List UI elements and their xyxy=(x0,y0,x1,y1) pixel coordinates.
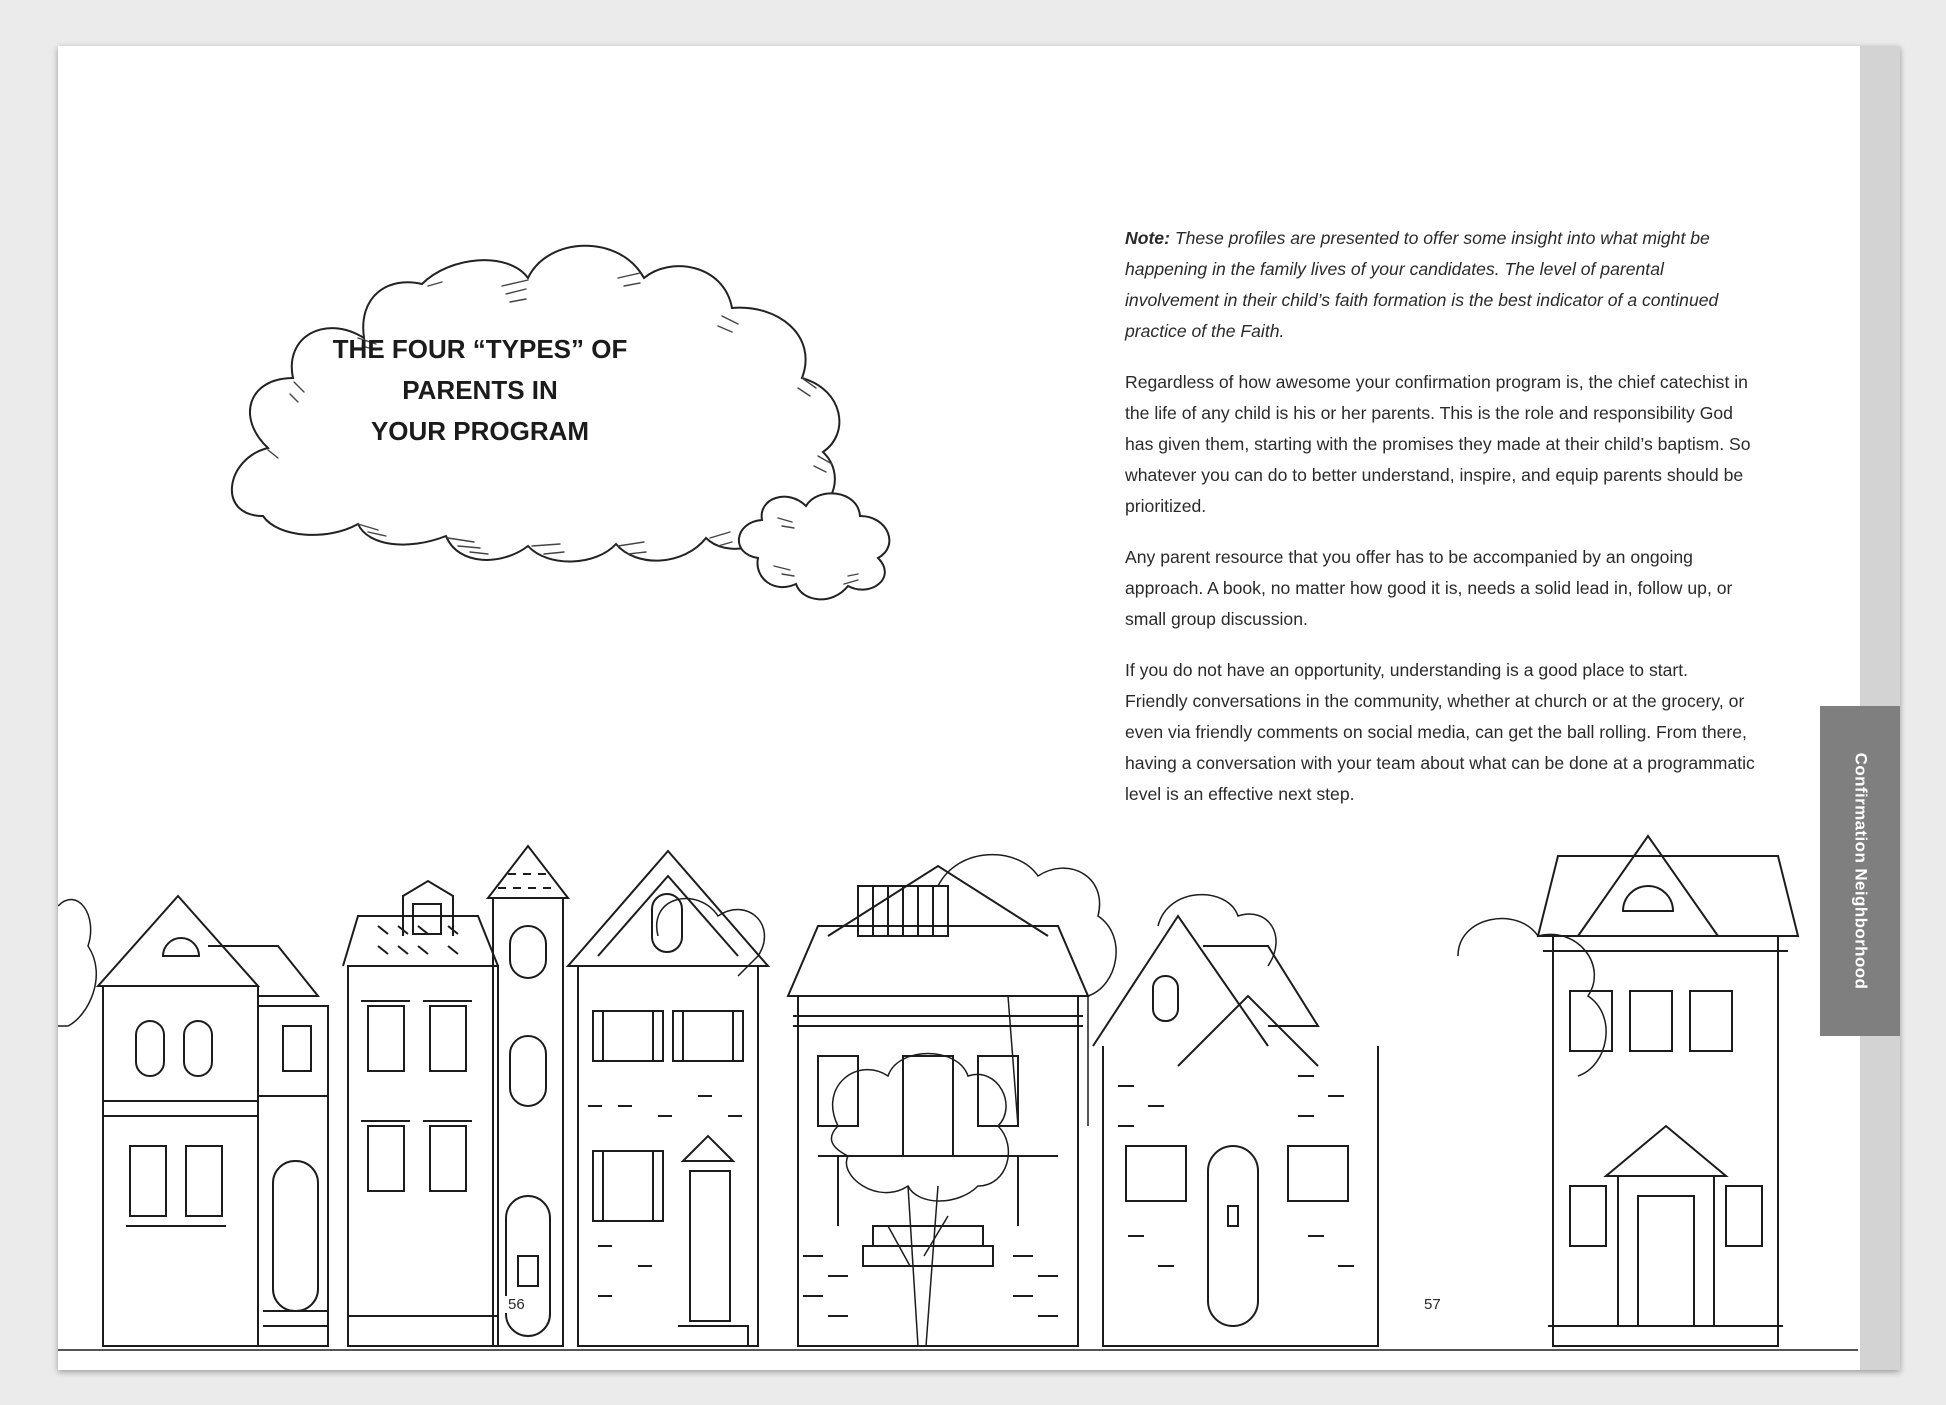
note-label: Note: xyxy=(1125,228,1170,248)
note-text: These profiles are presented to offer some insight into what might be happening in the family lives of your candidates. The level of parental involvement in their child’s faith formation is the best indicator of a continued practice of the Faith. xyxy=(1125,228,1719,341)
house-icon xyxy=(568,851,768,1346)
tree-icon xyxy=(58,855,1606,1346)
cloud-icon xyxy=(58,46,958,606)
house-icon xyxy=(98,896,328,1346)
street-illustration xyxy=(58,826,1858,1366)
body-paragraph-1: Regardless of how awesome your confirmation program is, the chief catechist in the life of any child is his or her parents. This is the role and responsibility God has given them, starting with the promises they made at their child’s baptism. So whatever you can do to better understand, inspire, and equip parents should be prioritized. xyxy=(1125,372,1751,516)
house-icon xyxy=(343,881,498,1346)
body-paragraph-2: Any parent resource that you offer has to be accompanied by an ongoing approach. A book, no matter how good it is, needs a solid lead in, follow up, or small group discussion. xyxy=(1125,547,1733,629)
house-icon xyxy=(1538,836,1798,1346)
page-title xyxy=(320,329,640,452)
page-number-left: 56 xyxy=(505,1296,528,1313)
title-line-1: THE FOUR “TYPES” OF xyxy=(332,334,628,364)
title-line-3: YOUR PROGRAM xyxy=(370,416,590,446)
side-tab-label: Confirmation Neighborhood xyxy=(1851,752,1871,990)
page-number-right: 57 xyxy=(1421,1296,1444,1313)
house-icon xyxy=(1093,916,1378,1346)
body-text-column xyxy=(1125,223,1755,830)
house-icon xyxy=(488,846,568,1346)
book-spread xyxy=(58,46,1900,1370)
note-paragraph xyxy=(1125,223,1755,347)
body-paragraph-3: If you do not have an opportunity, understanding is a good place to start. Friendly conversations in the community, whether at church or at the grocery, or even via friendly comments on social media, can get the ball rolling. From there, having a conversation with your team about what can be done at a programmatic level is an effective next step. xyxy=(1125,660,1755,804)
title-line-2: PARENTS IN xyxy=(402,375,558,405)
